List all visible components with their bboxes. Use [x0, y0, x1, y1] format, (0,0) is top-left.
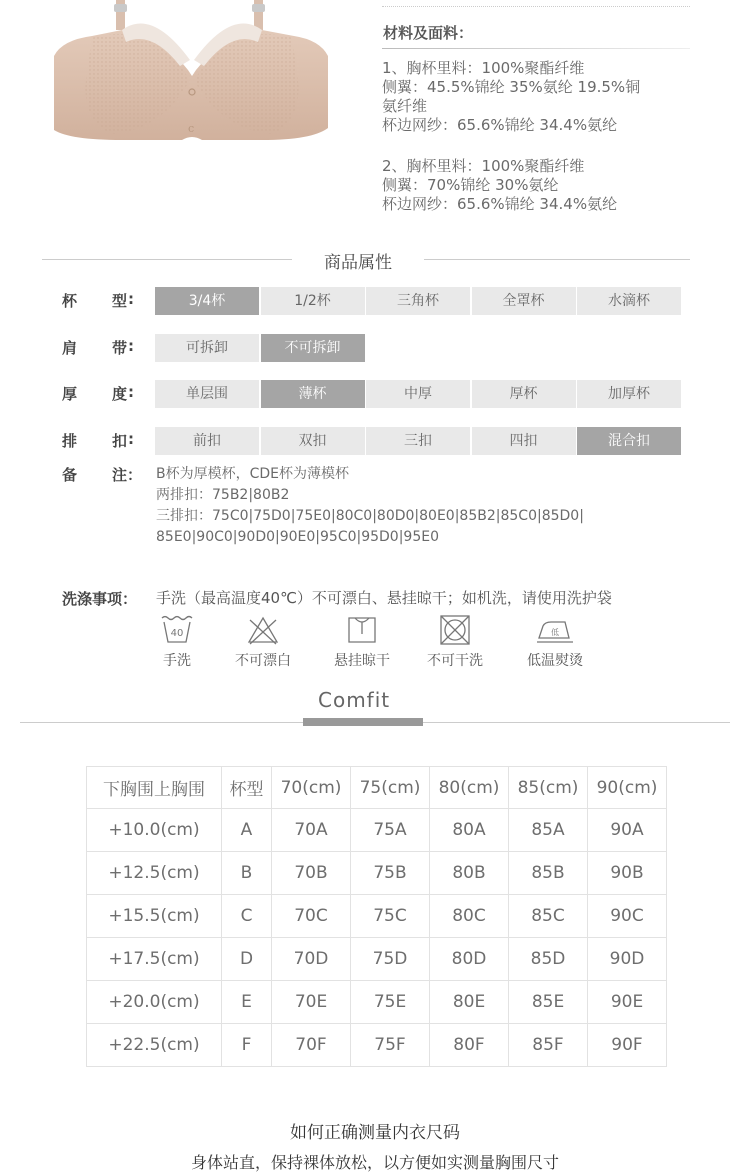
size-table-row [87, 809, 667, 852]
size-table-cell: 85B [509, 852, 588, 895]
size-table-cell: 75F [351, 1024, 430, 1067]
size-table-header-cell: 70(cm) [272, 767, 351, 809]
low-iron [515, 614, 595, 670]
size-table-row [87, 895, 667, 938]
svg-text:c: c [188, 122, 195, 135]
hang-dry-icon [345, 614, 379, 646]
size-table-cell: F [222, 1024, 272, 1067]
size-table-header [87, 767, 667, 809]
size-table-cell: +10.0(cm) [87, 809, 222, 852]
materials-line: 氨纤维 [382, 97, 428, 115]
attribute-option[interactable]: 全罩杯 [472, 287, 576, 315]
washing-text: 手洗（最高温度40℃）不可漂白、悬挂晾干；如机洗，请使用洗护袋 [156, 589, 612, 607]
product-bra-image [52, 0, 332, 146]
attribute-option[interactable]: 厚杯 [472, 380, 576, 408]
low-iron-icon [535, 614, 575, 646]
size-table-cell: 80B [430, 852, 509, 895]
hand-wash [137, 614, 217, 670]
size-table-cell: 90C [588, 895, 667, 938]
size-table-cell: +15.5(cm) [87, 895, 222, 938]
hang-dry [322, 614, 402, 670]
size-table-cell: 75C [351, 895, 430, 938]
size-table-cell: 70F [272, 1024, 351, 1067]
note-line: 85E0|90C0|90D0|90E0|95C0|95D0|95E0 [156, 529, 440, 545]
materials-line: 侧翼：70%锦纶 30%氨纶 [382, 176, 559, 194]
size-table-cell: 85C [509, 895, 588, 938]
size-table-cell: 80C [430, 895, 509, 938]
no-bleach-icon [246, 614, 280, 646]
size-table-cell: +17.5(cm) [87, 938, 222, 981]
low-iron-label: 低温熨烫 [527, 653, 583, 669]
materials-line: 1、胸杯里料：100%聚酯纤维 [382, 59, 585, 77]
note-lines [156, 464, 584, 548]
hand-wash-label: 手洗 [163, 653, 191, 669]
size-table-cell: C [222, 895, 272, 938]
measure-subtitle: 身体站直，保持裸体放松，以方便如实测量胸围尺寸 [190, 1153, 559, 1172]
low-iron-mark: 低 [551, 628, 559, 637]
size-table-cell: 85E [509, 981, 588, 1024]
logo-bar [303, 718, 423, 726]
size-table-cell: 90D [588, 938, 667, 981]
size-table-cell: 80A [430, 809, 509, 852]
size-table [86, 766, 667, 1067]
size-table-cell: +12.5(cm) [87, 852, 222, 895]
washing-label: 洗涤事项： [62, 590, 138, 608]
size-table-cell: D [222, 938, 272, 981]
note-line: B杯为厚模杯，CDE杯为薄模杯 [156, 466, 350, 482]
no-dry-clean [415, 614, 495, 670]
size-table-header-cell: 杯型 [222, 767, 272, 809]
size-table-cell: 75D [351, 938, 430, 981]
size-table-row [87, 981, 667, 1024]
attribute-option[interactable]: 双扣 [261, 427, 365, 455]
materials-title: 材料及面料： [383, 24, 474, 42]
size-table-cell: 90E [588, 981, 667, 1024]
header-line-right [424, 259, 690, 260]
attribute-option[interactable]: 水滴杯 [577, 287, 681, 315]
attribute-option[interactable]: 3/4杯 [155, 287, 259, 315]
size-table-header-cell: 75(cm) [351, 767, 430, 809]
size-table-cell: +22.5(cm) [87, 1024, 222, 1067]
size-table-header-cell: 80(cm) [430, 767, 509, 809]
attributes-header [42, 248, 690, 272]
size-table-cell: 70D [272, 938, 351, 981]
size-table-row [87, 852, 667, 895]
materials-divider [382, 48, 690, 49]
size-table-cell: 70B [272, 852, 351, 895]
no-bleach-label: 不可漂白 [235, 653, 291, 669]
attributes-title: 商品属性 [324, 253, 392, 273]
attribute-option[interactable]: 三角杯 [366, 287, 470, 315]
materials-line: 杯边网纱：65.6%锦纶 34.4%氨纶 [382, 116, 618, 134]
attribute-option[interactable]: 前扣 [155, 427, 259, 455]
attribute-option[interactable]: 三扣 [366, 427, 470, 455]
attribute-option[interactable]: 不可拆卸 [261, 334, 365, 362]
attribute-option[interactable]: 可拆卸 [155, 334, 259, 362]
attribute-option[interactable]: 四扣 [472, 427, 576, 455]
size-table-cell: +20.0(cm) [87, 981, 222, 1024]
attribute-option[interactable]: 中厚 [366, 380, 470, 408]
note-line: 三排扣：75C0|75D0|75E0|80C0|80D0|80E0|85B2|85C0|85D0| [156, 508, 584, 524]
hand-wash-icon [160, 614, 194, 646]
attribute-option[interactable]: 单层围 [155, 380, 259, 408]
size-table-cell: 85F [509, 1024, 588, 1067]
materials-line: 2、胸杯里料：100%聚酯纤维 [382, 157, 585, 175]
attribute-option[interactable]: 混合扣 [577, 427, 681, 455]
size-table-cell: 80D [430, 938, 509, 981]
header-line-left [42, 259, 292, 260]
no-dry-clean-icon [438, 614, 472, 646]
size-table-cell: 90F [588, 1024, 667, 1067]
size-table-cell: 80F [430, 1024, 509, 1067]
size-table-cell: 70A [272, 809, 351, 852]
attribute-option[interactable]: 加厚杯 [577, 380, 681, 408]
materials-group-1 [382, 59, 702, 135]
size-table-cell: 80E [430, 981, 509, 1024]
top-divider [382, 6, 690, 7]
size-table-cell: 90B [588, 852, 667, 895]
hand-wash-mark: 40 [170, 628, 184, 639]
size-table-cell: E [222, 981, 272, 1024]
size-table-cell: 70C [272, 895, 351, 938]
materials-line: 侧翼：45.5%锦纶 35%氨纶 19.5%铜 [382, 78, 641, 96]
size-table-header-cell: 90(cm) [588, 767, 667, 809]
attribute-option[interactable]: 薄杯 [261, 380, 365, 408]
measure-title: 如何正确测量内衣尺码 [290, 1123, 460, 1143]
size-table-cell: 75A [351, 809, 430, 852]
attribute-option[interactable]: 1/2杯 [261, 287, 365, 315]
no-bleach [223, 614, 303, 670]
size-table-row [87, 938, 667, 981]
size-table-cell: 85A [509, 809, 588, 852]
brand-logo-text: Comfit [318, 688, 391, 712]
size-table-row [87, 1024, 667, 1067]
size-table-cell: A [222, 809, 272, 852]
materials-group-2 [382, 157, 702, 214]
size-table-cell: 75E [351, 981, 430, 1024]
size-table-header-cell: 85(cm) [509, 767, 588, 809]
size-table-cell: 85D [509, 938, 588, 981]
note-line: 两排扣：75B2|80B2 [156, 487, 290, 503]
materials-line: 杯边网纱：65.6%锦纶 34.4%氨纶 [382, 195, 618, 213]
size-table-cell: B [222, 852, 272, 895]
no-dry-clean-label: 不可干洗 [427, 653, 483, 669]
size-table-cell: 70E [272, 981, 351, 1024]
size-table-cell: 90A [588, 809, 667, 852]
size-table-cell: 75B [351, 852, 430, 895]
size-table-header-cell: 下胸围上胸围 [87, 767, 222, 809]
hang-dry-label: 悬挂晾干 [334, 653, 390, 669]
